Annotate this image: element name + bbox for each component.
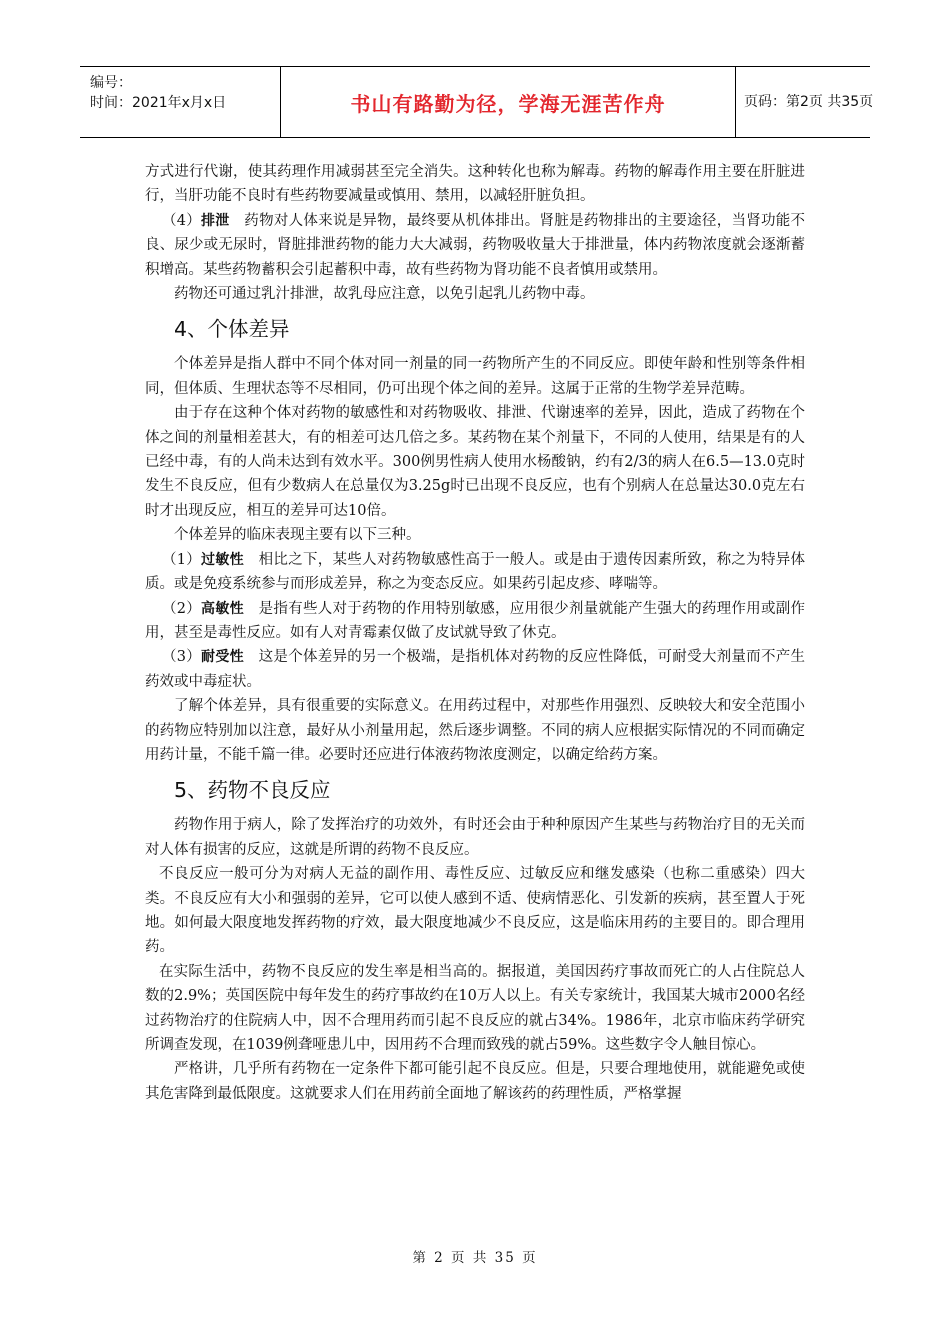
header-motto-cell bbox=[280, 67, 736, 137]
paragraph-hypersensitivity bbox=[145, 597, 805, 646]
document-number-label: 编号： bbox=[90, 75, 132, 91]
item-number: （1） bbox=[162, 551, 202, 568]
item-text: 这是个体差异的另一个极端，是指机体对药物的反应性降低，可耐受大剂量而不产生药效或中毒症状。 bbox=[145, 649, 805, 690]
section-heading-adverse-reactions: 5、药物不良反应 bbox=[174, 778, 331, 803]
item-number: （2） bbox=[162, 600, 202, 617]
header-page-label: 页码：第2页 共35页 bbox=[744, 94, 874, 110]
header-meta bbox=[80, 67, 280, 137]
paragraph: 药物作用于病人，除了发挥治疗的功效外，有时还会由于种种原因产生某些与药物治疗目的无关而对人体有损害的反应，这就是所谓的药物不良反应。 bbox=[145, 817, 805, 858]
paragraph: 药物还可通过乳汁排泄，故乳母应注意，以免引起乳儿药物中毒。 bbox=[174, 286, 595, 303]
item-number: （4） bbox=[162, 212, 202, 229]
paragraph-allergy bbox=[145, 548, 805, 597]
paragraph: 在实际生活中，药物不良反应的发生率是相当高的。据报道，美国因药疗事故而死亡的人占住院总人数的2.9%；英国医院中每年发生的药疗事故约在10万人以上。有关专家统计，我国某大城市2000名经过药物治疗的住院病人中，因不合理用药而引起不良反应的就占34%。1986年，北京市临床药学研究所调查发现，在1039例聋哑患儿中，因用药不合理而致残的就占59%。这些数字令人触目惊心。 bbox=[145, 963, 805, 1053]
paragraph: 不良反应一般可分为对病人无益的副作用、毒性反应、过敏反应和继发感染（也称二重感染）四大类。不良反应有大小和强弱的差异，它可以使人感到不适、使病情恶化、引发新的疾病，甚至置人于死地。如何最大限度地发挥药物的疗效，最大限度地减少不良反应，这是临床用药的主要目的。即合理用药。 bbox=[145, 866, 805, 956]
page-header bbox=[80, 66, 874, 138]
item-text: 相比之下，某些人对药物敏感性高于一般人。或是由于遗传因素所致，称之为特异体质。或是免疫系统参与而形成差异，称之为变态反应。如果药引起皮疹、哮喘等。 bbox=[145, 551, 805, 593]
paragraph: 个体差异是指人群中不同个体对同一剂量的同一药物所产生的不同反应。即使年龄和性别等条件相同，但体质、生理状态等不尽相同，仍可出现个体之间的差异。这属于正常的生物学差异范畴。 bbox=[145, 356, 805, 397]
item-number: （3） bbox=[162, 649, 202, 666]
item-keyword: 高敏性 bbox=[201, 600, 244, 617]
paragraph: 个体差异的临床表现主要有以下三种。 bbox=[174, 527, 421, 544]
header-motto: 书山有路勤为径，学海无涯苦作舟 bbox=[350, 91, 666, 116]
paragraph: 严格讲，几乎所有药物在一定条件下都可能引起不良反应。但是，只要合理地使用，就能避免或使其危害降到最低限度。这就要求人们在用药前全面地了解该药的药理性质，严格掌握 bbox=[145, 1061, 805, 1102]
item-keyword: 过敏性 bbox=[201, 551, 244, 568]
section-heading-individual-differences: 4、个体差异 bbox=[174, 317, 290, 342]
item-text: 药物对人体来说是异物，最终要从机体排出。肾脏是药物排出的主要途径，当肾功能不良、尿少或无尿时，肾脏排泄药物的能力大大减弱，药物吸收量大于排泄量，体内药物浓度就会逐渐蓄积增高。某些药物蓄积会引起蓄积中毒，故有些药物为肾功能不良者慎用或禁用。 bbox=[145, 212, 805, 278]
item-text: 是指有些人对于药物的作用特别敏感，应用很少剂量就能产生强大的药理作用或副作用，甚至是毒性反应。如有人对青霉素仅做了皮试就导致了休克。 bbox=[145, 600, 805, 641]
page-footer: 第 2 页 共 35 页 bbox=[412, 1250, 538, 1266]
document-body bbox=[145, 160, 805, 1106]
paragraph: 方式进行代谢，使其药理作用减弱甚至完全消失。这种转化也称为解毒。药物的解毒作用主要在肝脏进行，当肝功能不良时有些药物要减量或慎用、禁用，以减轻肝脏负担。 bbox=[145, 164, 805, 205]
item-keyword: 排泄 bbox=[201, 212, 230, 229]
paragraph: 了解个体差异，具有很重要的实际意义。在用药过程中，对那些作用强烈、反映较大和安全范围小的药物应特别加以注意，最好从小剂量用起，然后逐步调整。不同的病人应根据实际情况的不同而确定用药计量，不能千篇一律。必要时还应进行体液药物浓度测定，以确定给药方案。 bbox=[145, 698, 805, 763]
paragraph: 由于存在这种个体对药物的敏感性和对药物吸收、排泄、代谢速率的差异，因此，造成了药物在个体之间的剂量相差甚大，有的相差可达几倍之多。某药物在某个剂量下，不同的人使用，结果是有的人已经中毒，有的人尚未达到有效水平。300例男性病人使用水杨酸钠，约有2/3的病人在6.5—13.0克时发生不良反应，但有少数病人在总量仅为3.25g时已出现不良反应，也有个别病人在总量达30.0克左右时才出现反应，相互的差异可达10倍。 bbox=[145, 405, 805, 519]
paragraph-tolerance bbox=[145, 645, 805, 694]
paragraph-excretion bbox=[145, 209, 805, 282]
document-date-label: 时间：2021年x月x日 bbox=[90, 95, 227, 111]
header-page-cell bbox=[736, 67, 874, 137]
item-keyword: 耐受性 bbox=[201, 649, 244, 666]
